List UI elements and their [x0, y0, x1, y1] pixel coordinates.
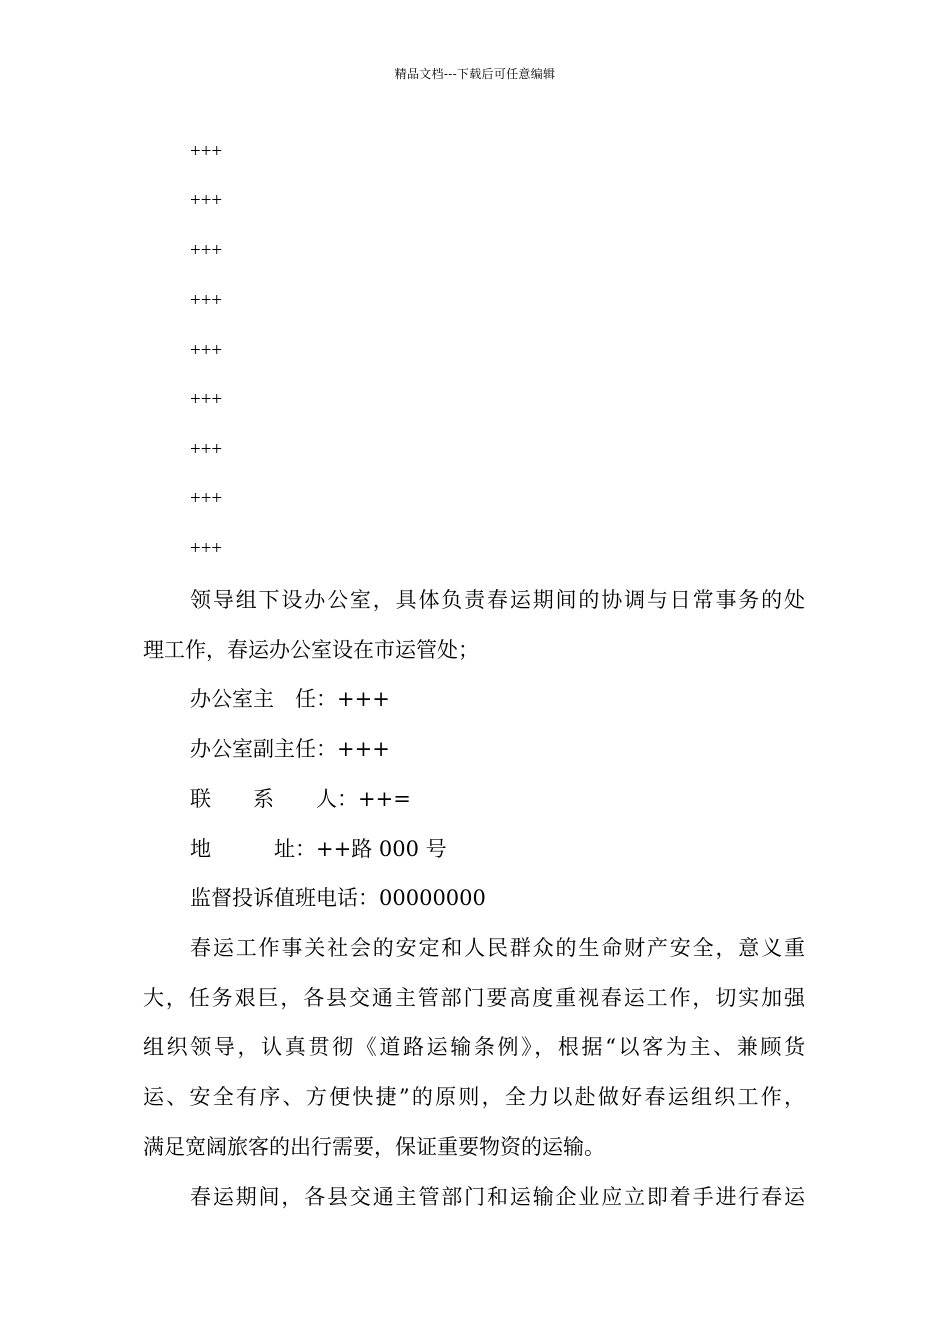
office-paragraph-line-1: 领导组下设办公室，具体负责春运期间的协调与日常事务的处 — [190, 588, 805, 612]
member-line-3: +++ — [190, 240, 223, 261]
member-line-4: +++ — [190, 290, 223, 311]
member-line-6: +++ — [190, 389, 223, 410]
office-paragraph-line-2: 理工作，春运办公室设在市运管处； — [143, 638, 479, 662]
period-paragraph-line-1: 春运期间，各县交通主管部门和运输企业应立即着手进行春运 — [190, 1185, 805, 1209]
importance-paragraph-line-5: 满足宽阔旅客的出行需要，保证重要物资的运输。 — [143, 1135, 605, 1159]
office-director: 办公室主 任：+++ — [190, 687, 390, 711]
member-line-9: +++ — [190, 538, 223, 559]
page-header: 精品文档---下载后可任意编辑 — [394, 67, 556, 81]
office-deputy-director: 办公室副主任：+++ — [190, 737, 390, 761]
member-line-8: +++ — [190, 488, 223, 509]
member-line-7: +++ — [190, 439, 223, 460]
importance-paragraph-line-2: 大，任务艰巨，各县交通主管部门要高度重视春运工作，切实加强 — [143, 986, 805, 1010]
member-line-2: +++ — [190, 190, 223, 211]
office-contact-person: 联 系 人：++= — [190, 787, 411, 811]
office-hotline: 监督投诉值班电话：00000000 — [190, 886, 486, 910]
importance-paragraph-line-3: 组织领导，认真贯彻《道路运输条例》，根据“以客为主、兼顾货 — [143, 1035, 805, 1059]
member-line-5: +++ — [190, 340, 223, 361]
importance-paragraph-line-1: 春运工作事关社会的安定和人民群众的生命财产安全，意义重 — [190, 936, 805, 960]
member-line-1: +++ — [190, 141, 223, 162]
office-address: 地 址：++路 000 号 — [190, 837, 447, 861]
importance-paragraph-line-4: 运、安全有序、方便快捷”的原则，全力以赴做好春运组织工作， — [143, 1085, 805, 1109]
